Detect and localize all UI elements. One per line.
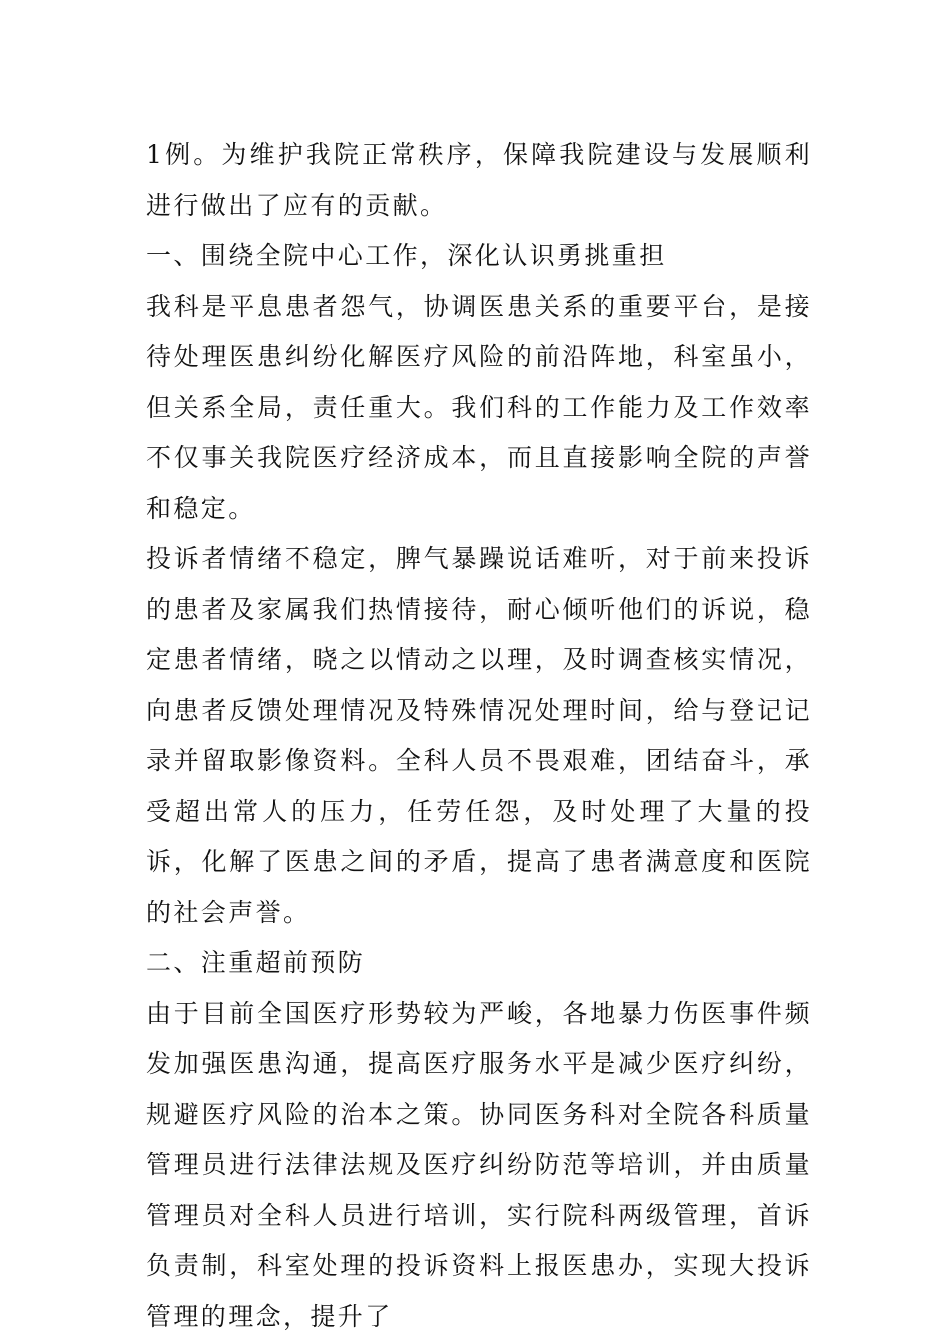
section-heading-2: 二、注重超前预防: [146, 948, 366, 977]
paragraph-prevention: 由于目前全国医疗形势较为严峻，各地暴力伤医事件频发加强医患沟通，提高医疗服务水平是减少医疗纠纷，规避医疗风险的治本之策。协同医务科对全院各科质量管理员进行法律法规及医疗纠纷防范等培训，并由质量管理员对全科人员进行培训，实行院科两级管理，首诉负责制，科室处理的投诉资料上报医患办，实现大投诉管理的理念，提升了: [146, 998, 812, 1331]
section-heading-1: 一、围绕全院中心工作，深化认识勇挑重担: [146, 241, 667, 270]
document-body: [146, 130, 812, 1342]
paragraph-continuation: 1例。为维护我院正常秩序，保障我院建设与发展顺利进行做出了应有的贡献。: [146, 140, 812, 220]
paragraph-department-role: 我科是平息患者怨气，协调医患关系的重要平台，是接待处理医患纠纷化解医疗风险的前沿阵地，科室虽小，但关系全局，责任重大。我们科的工作能力及工作效率不仅事关我院医疗经济成本，而且直接影响全院的声誉和稳定。: [146, 291, 812, 523]
paragraph-complaint-handling: 投诉者情绪不稳定，脾气暴躁说话难听，对于前来投诉的患者及家属我们热情接待，耐心倾听他们的诉说，稳定患者情绪，晓之以情动之以理，及时调查核实情况，向患者反馈处理情况及特殊情况处理时间，给与登记记录并留取影像资料。全科人员不畏艰难，团结奋斗，承受超出常人的压力，任劳任怨，及时处理了大量的投诉，化解了医患之间的矛盾，提高了患者满意度和医院的社会声誉。: [146, 544, 812, 927]
